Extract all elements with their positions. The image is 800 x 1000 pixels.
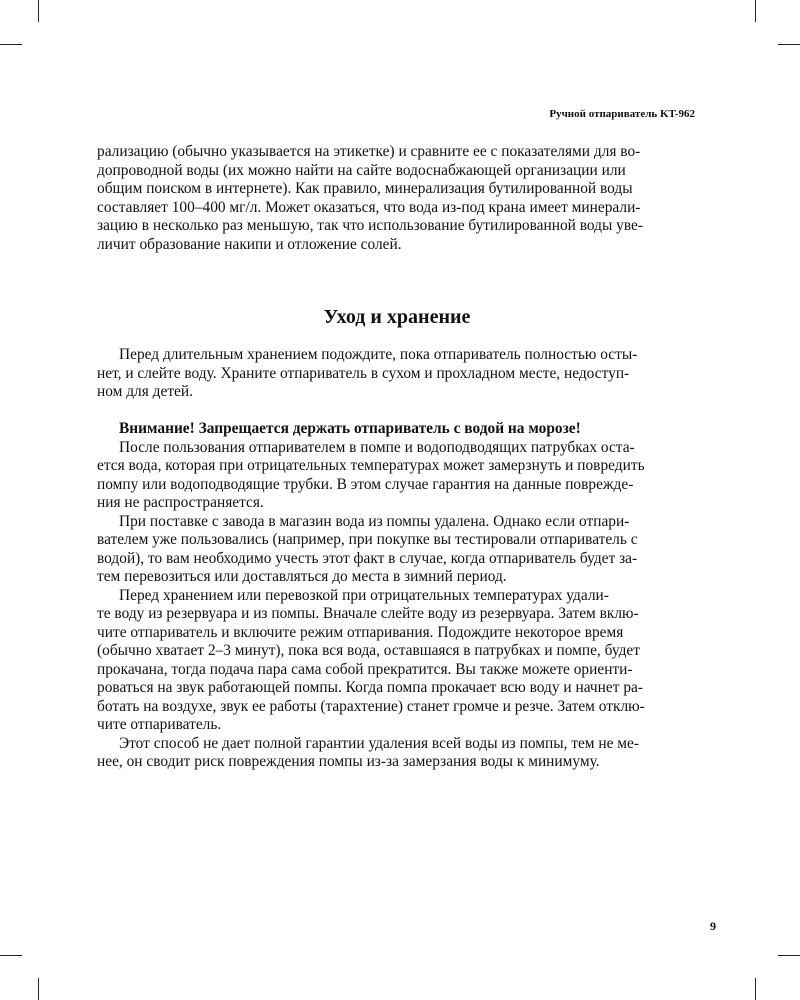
crop-mark-top-left-v — [38, 0, 39, 22]
text-line: помпу или водоподводящие трубки. В этом случае гарантия на данные поврежде- — [97, 475, 634, 493]
crop-mark-top-right-v — [755, 0, 756, 22]
text-line: Перед длительным хранением подождите, пока отпариватель полностью осты- — [119, 346, 638, 363]
text-line: Этот способ не дает полной гарантии удаления всей воды из помпы, тем не ме- — [119, 734, 640, 752]
crop-mark-top-left-h — [0, 44, 22, 45]
text-line: вателем уже пользовались (например, при покупке вы тестировали отпариватель с — [97, 531, 638, 548]
intro-paragraph — [97, 143, 697, 254]
text-line: рализацию (обычно указывается на этикетке) и сравните ее с показателями для во- — [97, 143, 641, 160]
running-header: Ручной отпариватель KT-962 — [549, 108, 695, 120]
storage-paragraph — [97, 346, 697, 402]
text-line: нет, и слейте воду. Храните отпариватель в сухом и прохладном месте, недоступ- — [97, 364, 630, 382]
text-line: чите отпариватель. — [97, 716, 222, 733]
text-line: При поставке с завода в магазин вода из помпы удалена. Однако если отпари- — [119, 512, 630, 530]
text-line: общим поиском в интернете). Как правило, минерализация бутилированной воды — [97, 180, 633, 197]
text-line: водой), то вам необходимо учесть этот факт в случае, когда отпариватель будет за- — [97, 549, 638, 567]
crop-mark-bottom-right-v — [755, 978, 756, 1000]
text-line: ния не распространяется. — [97, 494, 264, 511]
text-line: прокачана, тогда подача пара сама собой прекратится. Вы также можете ориенти- — [97, 660, 633, 678]
text-line: зацию в несколько раз меньшую, так что использование бутилированной воды уве- — [97, 217, 643, 234]
text-line: (обычно хватает 2–3 минут), пока вся вода, оставшаяся в патрубках и помпе, будет — [97, 642, 640, 659]
text-line: После пользования отпаривателем в помпе и водоподводящих патрубках оста- — [119, 438, 635, 456]
crop-mark-top-right-h — [778, 44, 800, 45]
text-line: роваться на звук работающей помпы. Когда помпа прокачает всю воду и начнет ра- — [97, 679, 643, 696]
text-line: допроводной воды (их можно найти на сайте водоснабжающей организации или — [97, 161, 626, 179]
warning-and-body — [97, 420, 697, 772]
crop-mark-bottom-left-h — [0, 955, 22, 956]
crop-mark-bottom-left-v — [38, 978, 39, 1000]
warning-text: Внимание! Запрещается держать отпариватель с водой на морозе! — [119, 420, 581, 437]
text-line: ном для детей. — [97, 383, 193, 400]
section-heading: Уход и хранение — [323, 306, 471, 328]
text-line: ботать на воздухе, звук ее работы (тарахтение) станет громче и резче. Затем отклю- — [97, 697, 645, 715]
text-line: личит образование накипи и отложение солей. — [97, 235, 402, 253]
text-line: составляет 100–400 мг/л. Может оказаться, что вода из-под крана имеет минерали- — [97, 198, 641, 216]
text-line: нее, он сводит риск повреждения помпы из-за замерзания воды к минимуму. — [97, 753, 600, 770]
text-line: тем перевозиться или доставляться до места в зимний период. — [97, 568, 507, 585]
text-line: те воду из резервуара и из помпы. Вначале слейте воду из резервуара. Затем вклю- — [97, 605, 639, 622]
crop-mark-bottom-right-h — [778, 955, 800, 956]
text-line: ется вода, которая при отрицательных температурах может замерзнуть и повредить — [97, 457, 645, 474]
text-line: Перед хранением или перевозкой при отрицательных температурах удали- — [119, 586, 609, 604]
text-line: чите отпариватель и включите режим отпаривания. Подождите некоторое время — [97, 623, 624, 641]
page-number: 9 — [710, 919, 716, 933]
